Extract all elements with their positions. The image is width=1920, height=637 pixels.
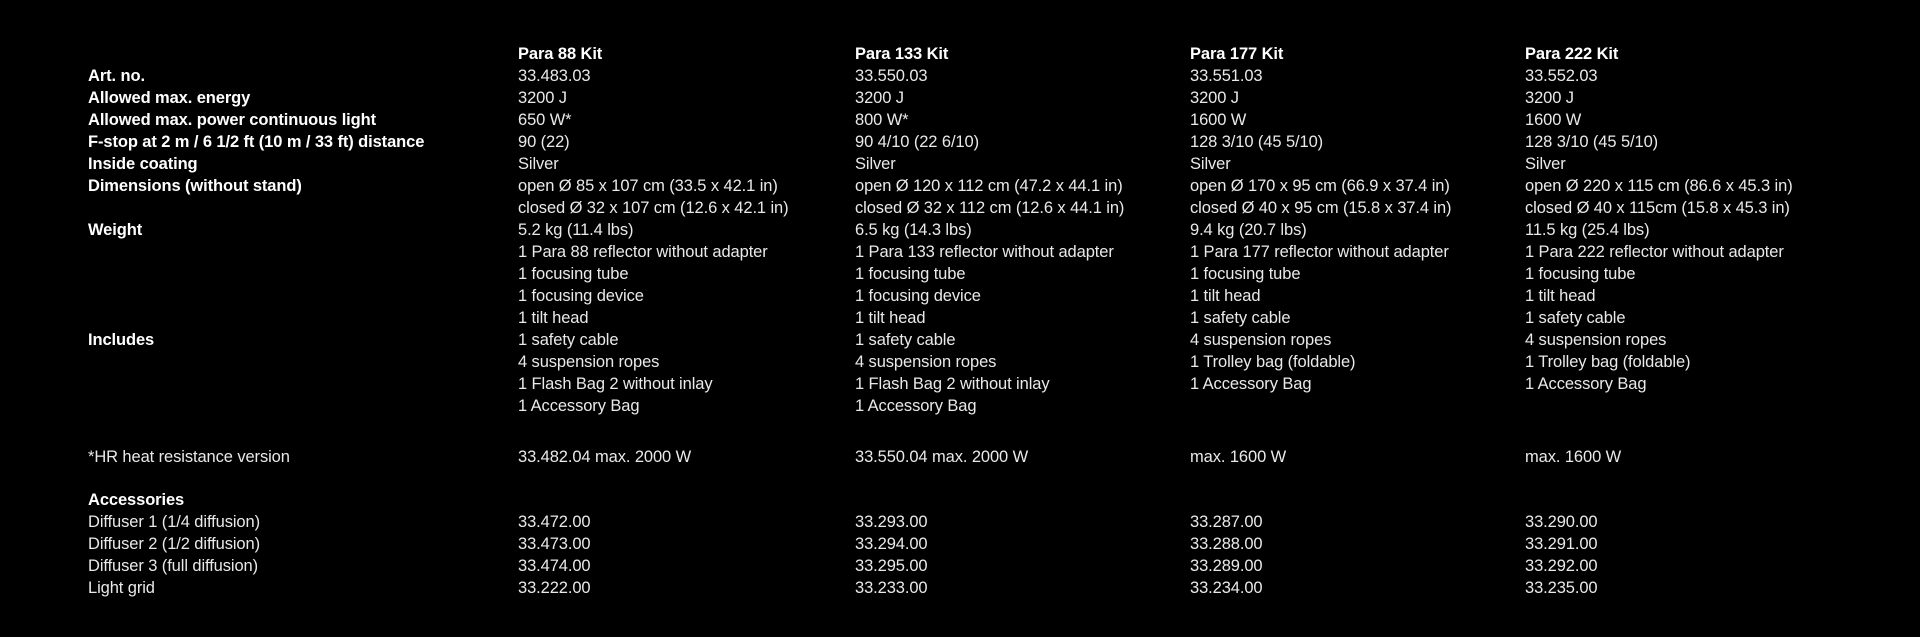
row-label-hr-version: *HR heat resistance version [88,448,290,466]
includes-item: 1 Para 133 reflector without adapter [855,243,1114,261]
accessory-value: 33.294.00 [855,535,928,553]
row-label-diffuser-3: Diffuser 3 (full diffusion) [88,557,259,575]
kit-name-para-222: Para 222 Kit [1525,45,1619,63]
includes-item: 1 focusing device [518,287,644,305]
accessory-value: 33.474.00 [518,557,591,575]
includes-list [855,241,1190,417]
dimensions-cell [518,175,855,219]
includes-label-cell [88,241,518,351]
accessory-value: 33.288.00 [1190,535,1263,553]
includes-list [518,241,855,417]
accessory-value: 33.289.00 [1190,557,1263,575]
spec-value: 33.483.03 [518,67,591,85]
row-label-allowed-max-power: Allowed max. power continuous light [88,111,377,129]
dimensions-cell [1525,175,1920,219]
accessory-value: 33.473.00 [518,535,591,553]
includes-list [1190,241,1525,395]
includes-item: 1 tilt head [1190,287,1261,305]
accessory-value: 33.292.00 [1525,557,1598,575]
weight-value: 11.5 kg (25.4 lbs) [1525,221,1650,239]
spec-value: 3200 J [1190,89,1239,107]
spec-value: 1600 W [1190,111,1247,129]
spec-value: Silver [1190,155,1231,173]
spec-value: 128 3/10 (45 5/10) [1525,133,1659,151]
kit-name-para-133: Para 133 Kit [855,45,949,63]
includes-item: 1 focusing tube [518,265,629,283]
row-label-light-grid: Light grid [88,579,155,597]
weight-value: 9.4 kg (20.7 lbs) [1190,221,1307,239]
spec-value: Silver [855,155,896,173]
section-gap [88,417,1920,446]
weight-value: 6.5 kg (14.3 lbs) [855,221,972,239]
spec-value: 90 4/10 (22 6/10) [855,133,979,151]
accessory-value: 33.295.00 [855,557,928,575]
kit-name-para-88: Para 88 Kit [518,45,603,63]
includes-item: 1 focusing device [855,287,981,305]
includes-item: 4 suspension ropes [1190,331,1332,349]
dimensions-open: open Ø 85 x 107 cm (33.5 x 42.1 in) [518,177,778,195]
dimensions-closed: closed Ø 40 x 115cm (15.8 x 45.3 in) [1525,199,1790,217]
includes-item: 1 Trolley bag (foldable) [1525,353,1691,371]
spec-value: 1600 W [1525,111,1582,129]
includes-item: 1 safety cable [1525,309,1626,327]
includes-item: 1 focusing tube [1525,265,1636,283]
dimensions-open: open Ø 220 x 115 cm (86.6 x 45.3 in) [1525,177,1793,195]
includes-item: 4 suspension ropes [1525,331,1667,349]
includes-item: 4 suspension ropes [855,353,997,371]
row-label-weight: Weight [88,221,143,239]
row-label-diffuser-1: Diffuser 1 (1/4 diffusion) [88,513,260,531]
includes-item: 1 Para 88 reflector without adapter [518,243,768,261]
spec-value: 800 W* [855,111,909,129]
accessory-value: 33.233.00 [855,579,928,597]
hr-value: 33.482.04 max. 2000 W [518,448,692,466]
spec-value: 33.551.03 [1190,67,1263,85]
empty-cell [855,489,1190,511]
section-gap [88,468,1920,489]
accessory-value: 33.234.00 [1190,579,1263,597]
includes-item: 1 Accessory Bag [1190,375,1312,393]
row-label-inside-coating: Inside coating [88,155,198,173]
dimensions-cell [855,175,1190,219]
dimensions-open: open Ø 170 x 95 cm (66.9 x 37.4 in) [1190,177,1450,195]
accessory-value: 33.293.00 [855,513,928,531]
spec-value: 90 (22) [518,133,570,151]
spec-value: Silver [518,155,559,173]
spec-value: 33.552.03 [1525,67,1598,85]
kit-name-para-177: Para 177 Kit [1190,45,1284,63]
accessory-value: 33.291.00 [1525,535,1598,553]
dimensions-closed: closed Ø 32 x 107 cm (12.6 x 42.1 in) [518,199,789,217]
includes-item: 1 focusing tube [855,265,966,283]
empty-cell [518,489,855,511]
includes-item: 1 focusing tube [1190,265,1301,283]
header-spacer [88,43,518,65]
spec-value: 33.550.03 [855,67,928,85]
includes-item: 1 Accessory Bag [518,397,640,415]
includes-item: 1 tilt head [518,309,589,327]
includes-item: 1 safety cable [1190,309,1291,327]
dimensions-closed: closed Ø 40 x 95 cm (15.8 x 37.4 in) [1190,199,1452,217]
includes-item: 1 Trolley bag (foldable) [1190,353,1356,371]
spec-value: 3200 J [518,89,567,107]
row-label-dimensions: Dimensions (without stand) [88,177,302,195]
includes-item: 1 Para 222 reflector without adapter [1525,243,1784,261]
dimensions-open: open Ø 120 x 112 cm (47.2 x 44.1 in) [855,177,1123,195]
row-label-includes: Includes [88,331,155,349]
accessory-value: 33.290.00 [1525,513,1598,531]
accessory-value: 33.222.00 [518,579,591,597]
includes-item: 1 tilt head [855,309,926,327]
includes-item: 1 Accessory Bag [1525,375,1647,393]
row-label-art-no: Art. no. [88,67,145,85]
includes-item: 1 Accessory Bag [855,397,977,415]
row-label-diffuser-2: Diffuser 2 (1/2 diffusion) [88,535,260,553]
spec-value: 3200 J [855,89,904,107]
hr-value: max. 1600 W [1190,448,1287,466]
includes-item: 1 tilt head [1525,287,1596,305]
accessory-value: 33.287.00 [1190,513,1263,531]
spec-value: 3200 J [1525,89,1574,107]
hr-value: max. 1600 W [1525,448,1622,466]
accessory-value: 33.472.00 [518,513,591,531]
spec-value: Silver [1525,155,1566,173]
includes-item: 1 Para 177 reflector without adapter [1190,243,1449,261]
includes-item: 1 Flash Bag 2 without inlay [518,375,713,393]
includes-item: 4 suspension ropes [518,353,660,371]
spec-value: 650 W* [518,111,572,129]
includes-item: 1 safety cable [518,331,619,349]
row-label-f-stop: F-stop at 2 m / 6 1/2 ft (10 m / 33 ft) distance [88,133,425,151]
accessory-value: 33.235.00 [1525,579,1598,597]
includes-list [1525,241,1920,395]
weight-value: 5.2 kg (11.4 lbs) [518,221,634,239]
empty-cell [1190,489,1525,511]
hr-value: 33.550.04 max. 2000 W [855,448,1029,466]
dimensions-closed: closed Ø 32 x 112 cm (12.6 x 44.1 in) [855,199,1125,217]
row-label-allowed-max-energy: Allowed max. energy [88,89,251,107]
includes-item: 1 Flash Bag 2 without inlay [855,375,1050,393]
spec-table [88,43,1920,599]
includes-item: 1 safety cable [855,331,956,349]
dimensions-cell [1190,175,1525,219]
accessories-title: Accessories [88,491,185,509]
spec-value: 128 3/10 (45 5/10) [1190,133,1324,151]
empty-cell [1525,489,1920,511]
